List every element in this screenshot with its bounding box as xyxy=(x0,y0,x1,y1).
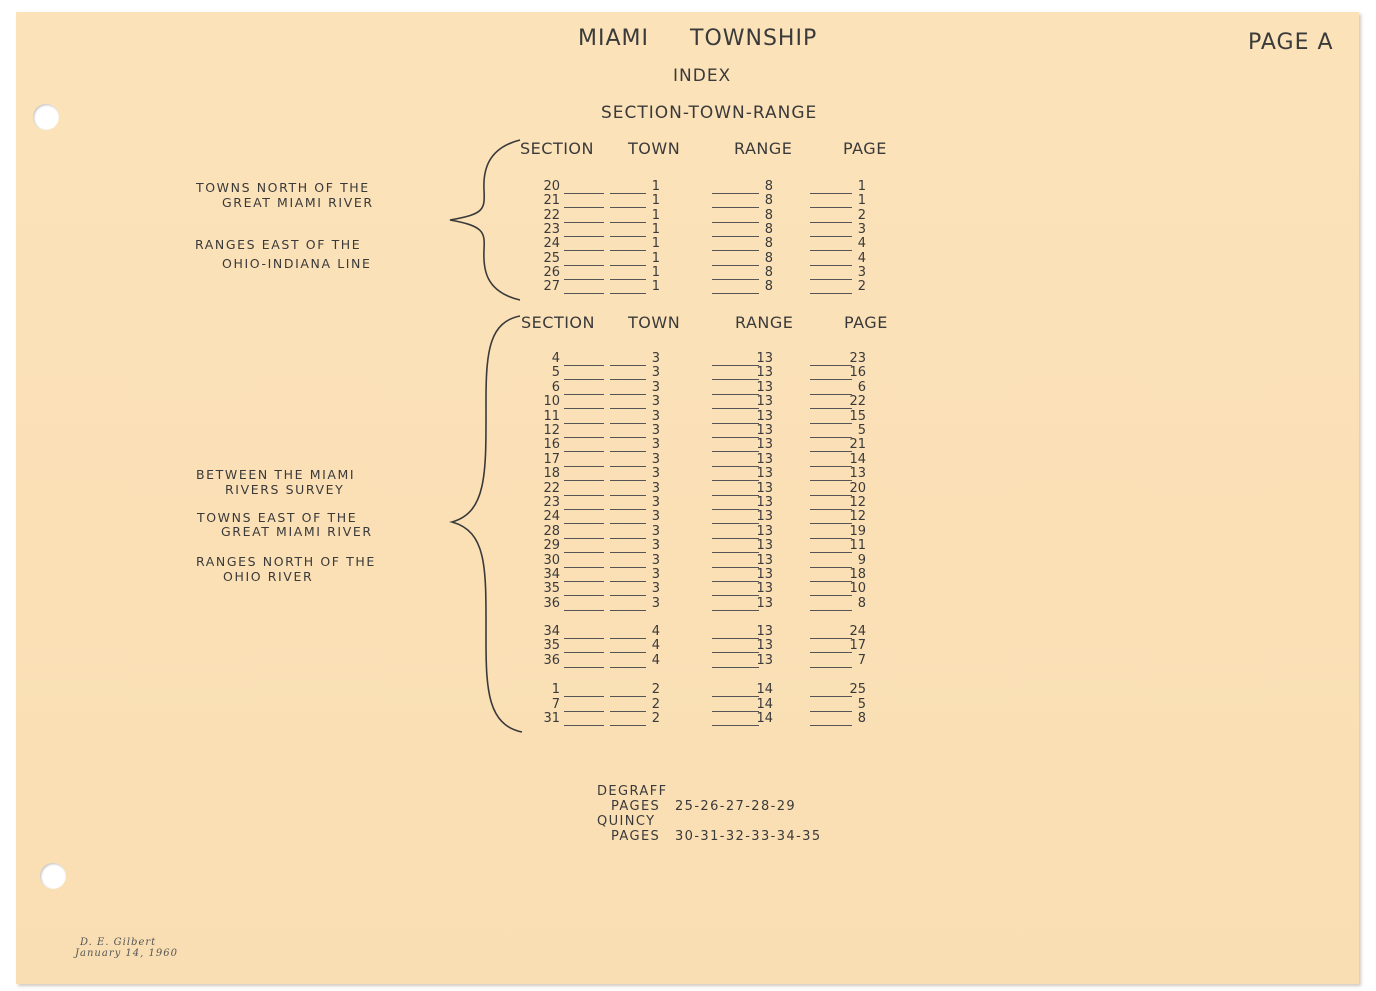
cell-section: 16 xyxy=(543,437,560,453)
cell-town: 3 xyxy=(651,581,660,597)
leader-line xyxy=(564,280,604,294)
leader-line xyxy=(564,568,604,582)
table-row xyxy=(0,424,1376,438)
cell-page: 17 xyxy=(849,638,866,654)
cell-range: 8 xyxy=(764,221,773,237)
leader-line xyxy=(564,237,604,251)
cell-page: 5 xyxy=(857,696,866,712)
signature-name: D. E. Gilbert xyxy=(80,937,157,948)
cell-town: 3 xyxy=(651,552,660,568)
leader-line xyxy=(564,467,604,481)
cell-section: 34 xyxy=(543,624,560,639)
cell-town: 3 xyxy=(651,466,660,482)
leader-line xyxy=(564,410,604,424)
table-row xyxy=(0,639,1376,653)
cell-town: 3 xyxy=(651,495,660,510)
table-row xyxy=(0,568,1376,582)
cell-town: 3 xyxy=(651,379,660,395)
table-row xyxy=(0,525,1376,539)
leader-line xyxy=(564,223,604,237)
cell-range: 8 xyxy=(764,264,773,280)
cell-section: 10 xyxy=(543,394,560,410)
footer-quincy-pages-label: PAGES xyxy=(611,829,661,844)
leader-line xyxy=(564,539,604,553)
table-row xyxy=(0,539,1376,553)
cell-range: 13 xyxy=(756,394,773,410)
leader-line xyxy=(564,366,604,380)
cell-range: 13 xyxy=(756,567,773,582)
cell-town: 3 xyxy=(651,538,660,554)
cell-range: 8 xyxy=(764,193,773,209)
cell-section: 27 xyxy=(543,279,560,295)
leader-line xyxy=(564,525,604,539)
cell-page: 11 xyxy=(849,538,866,554)
footer-quincy-pages: 30-31-32-33-34-35 xyxy=(675,829,822,844)
note-line: BETWEEN THE MIAMI xyxy=(196,467,356,482)
cell-section: 22 xyxy=(543,207,560,223)
table-row xyxy=(0,625,1376,639)
cell-town: 3 xyxy=(651,567,660,582)
cell-page: 12 xyxy=(849,495,866,510)
leader-line xyxy=(564,683,604,697)
cell-town: 1 xyxy=(651,279,660,295)
cell-range: 13 xyxy=(756,379,773,395)
title-right: TOWNSHIP xyxy=(690,26,818,51)
note-line: TOWNS EAST OF THE xyxy=(197,510,358,525)
table-row xyxy=(0,366,1376,380)
cell-page: 22 xyxy=(849,394,866,410)
cell-section: 23 xyxy=(543,495,560,510)
cell-section: 34 xyxy=(543,567,560,582)
cell-page: 8 xyxy=(857,711,866,726)
cell-page: 20 xyxy=(849,480,866,496)
cell-town: 1 xyxy=(651,179,660,194)
cell-page: 4 xyxy=(857,236,866,252)
cell-range: 8 xyxy=(764,179,773,194)
cell-town: 4 xyxy=(651,638,660,654)
cell-section: 23 xyxy=(543,221,560,237)
cell-town: 2 xyxy=(651,682,660,697)
leader-line xyxy=(564,482,604,496)
cell-page: 14 xyxy=(849,451,866,467)
cell-page: 21 xyxy=(849,437,866,453)
cell-section: 28 xyxy=(543,523,560,539)
cell-section: 26 xyxy=(543,264,560,280)
table-row xyxy=(0,654,1376,668)
cell-section: 29 xyxy=(543,538,560,554)
cell-page: 19 xyxy=(849,523,866,539)
cell-range: 8 xyxy=(764,236,773,252)
cell-page: 12 xyxy=(849,509,866,525)
cell-town: 3 xyxy=(651,408,660,424)
cell-town: 3 xyxy=(651,451,660,467)
table-row xyxy=(0,597,1376,611)
leader-line xyxy=(564,554,604,568)
leader-line xyxy=(564,639,604,653)
table-row xyxy=(0,510,1376,524)
cell-page: 1 xyxy=(857,193,866,209)
binder-hole-bottom xyxy=(40,863,66,889)
cell-range: 13 xyxy=(756,365,773,381)
table-row xyxy=(0,554,1376,568)
table-row xyxy=(0,698,1376,712)
cell-town: 3 xyxy=(651,437,660,453)
table-row xyxy=(0,194,1376,208)
cell-page: 6 xyxy=(857,379,866,395)
cell-page: 3 xyxy=(857,221,866,237)
table-row xyxy=(0,266,1376,280)
cell-town: 4 xyxy=(651,652,660,668)
cell-range: 13 xyxy=(756,552,773,568)
cell-section: 4 xyxy=(551,351,560,366)
table-row xyxy=(0,209,1376,223)
col-header-section: SECTION xyxy=(520,139,594,158)
cell-section: 31 xyxy=(543,711,560,726)
table-row xyxy=(0,496,1376,510)
cell-section: 20 xyxy=(543,179,560,194)
cell-town: 2 xyxy=(651,696,660,712)
col-header-town: TOWN xyxy=(628,139,681,158)
cell-range: 13 xyxy=(756,480,773,496)
cell-town: 3 xyxy=(651,423,660,438)
cell-town: 1 xyxy=(651,221,660,237)
cell-section: 12 xyxy=(543,423,560,438)
table-row xyxy=(0,381,1376,395)
index-heading: INDEX xyxy=(673,66,732,86)
cell-town: 1 xyxy=(651,236,660,252)
cell-range: 13 xyxy=(756,581,773,597)
cell-page: 2 xyxy=(857,207,866,223)
leader-line xyxy=(564,395,604,409)
table-row xyxy=(0,252,1376,266)
cell-range: 8 xyxy=(764,250,773,266)
leader-line xyxy=(564,510,604,524)
cell-range: 13 xyxy=(756,466,773,482)
table-row xyxy=(0,395,1376,409)
leader-line xyxy=(564,654,604,668)
cell-town: 3 xyxy=(651,480,660,496)
cell-range: 14 xyxy=(756,682,773,697)
note-line: OHIO-INDIANA LINE xyxy=(222,256,372,271)
footer-quincy: QUINCY xyxy=(597,814,656,829)
cell-range: 14 xyxy=(756,711,773,726)
footer-degraff-pages: 25-26-27-28-29 xyxy=(675,799,797,814)
cell-page: 5 xyxy=(857,423,866,438)
cell-page: 25 xyxy=(849,682,866,697)
table-row xyxy=(0,280,1376,294)
leader-line xyxy=(564,180,604,194)
cell-range: 13 xyxy=(756,538,773,554)
col-header-section: SECTION xyxy=(521,313,595,332)
leader-line xyxy=(564,252,604,266)
cell-range: 13 xyxy=(756,495,773,510)
cell-range: 13 xyxy=(756,451,773,467)
table-row xyxy=(0,180,1376,194)
cell-range: 8 xyxy=(764,207,773,223)
col-header-range: RANGE xyxy=(734,139,793,158)
note-line: RIVERS SURVEY xyxy=(225,482,345,497)
cell-town: 3 xyxy=(651,595,660,611)
table-row xyxy=(0,410,1376,424)
table-row xyxy=(0,223,1376,237)
leader-line xyxy=(564,352,604,366)
cell-range: 13 xyxy=(756,408,773,424)
cell-section: 24 xyxy=(543,509,560,525)
cell-town: 1 xyxy=(651,207,660,223)
cell-page: 2 xyxy=(857,279,866,295)
leader-line xyxy=(564,266,604,280)
note-line: OHIO RIVER xyxy=(223,569,314,584)
cell-page: 23 xyxy=(849,351,866,366)
cell-page: 13 xyxy=(849,466,866,482)
cell-section: 24 xyxy=(543,236,560,252)
leader-line xyxy=(564,194,604,208)
cell-section: 22 xyxy=(543,480,560,496)
leader-line xyxy=(564,496,604,510)
cell-town: 1 xyxy=(651,193,660,209)
leader-line xyxy=(564,424,604,438)
cell-page: 1 xyxy=(857,179,866,194)
cell-section: 35 xyxy=(543,638,560,654)
cell-range: 8 xyxy=(764,279,773,295)
cell-page: 18 xyxy=(849,567,866,582)
cell-page: 24 xyxy=(849,624,866,639)
cell-range: 13 xyxy=(756,351,773,366)
note-line: GREAT MIAMI RIVER xyxy=(221,524,373,539)
title-left: MIAMI xyxy=(578,26,649,51)
cell-range: 13 xyxy=(756,652,773,668)
cell-range: 13 xyxy=(756,523,773,539)
cell-section: 35 xyxy=(543,581,560,597)
cell-page: 9 xyxy=(857,552,866,568)
leader-line xyxy=(564,453,604,467)
leader-line xyxy=(564,381,604,395)
footer-degraff-pages-label: PAGES xyxy=(611,799,661,814)
col-header-range: RANGE xyxy=(735,313,794,332)
leader-line xyxy=(564,209,604,223)
cell-section: 1 xyxy=(551,682,560,697)
signature-date: January 14, 1960 xyxy=(75,948,178,959)
note-line: RANGES NORTH OF THE xyxy=(196,554,376,569)
cell-range: 14 xyxy=(756,696,773,712)
cell-page: 7 xyxy=(857,652,866,668)
table-row xyxy=(0,453,1376,467)
leader-line xyxy=(564,698,604,712)
table-row xyxy=(0,712,1376,726)
col-header-page: PAGE xyxy=(843,139,887,158)
table-row xyxy=(0,438,1376,452)
cell-page: 3 xyxy=(857,264,866,280)
cell-page: 16 xyxy=(849,365,866,381)
cell-section: 11 xyxy=(543,408,560,424)
table-row xyxy=(0,683,1376,697)
cell-range: 13 xyxy=(756,509,773,525)
table-row xyxy=(0,467,1376,481)
cell-town: 3 xyxy=(651,523,660,539)
note-line: GREAT MIAMI RIVER xyxy=(222,195,374,210)
cell-range: 13 xyxy=(756,624,773,639)
table-row xyxy=(0,237,1376,251)
page-label: PAGE A xyxy=(1248,30,1334,55)
table-row xyxy=(0,482,1376,496)
leader-line xyxy=(564,582,604,596)
leader-line xyxy=(564,712,604,726)
cell-town: 1 xyxy=(651,250,660,266)
cell-section: 17 xyxy=(543,451,560,467)
cell-town: 4 xyxy=(651,624,660,639)
cell-section: 7 xyxy=(551,696,560,712)
leader-line xyxy=(564,625,604,639)
cell-page: 8 xyxy=(857,595,866,611)
cell-section: 18 xyxy=(543,466,560,482)
binder-hole-top xyxy=(33,104,59,130)
cell-section: 6 xyxy=(551,379,560,395)
cell-town: 2 xyxy=(651,711,660,726)
table-row xyxy=(0,582,1376,596)
section-town-range-heading: SECTION-TOWN-RANGE xyxy=(601,103,818,123)
cell-page: 10 xyxy=(849,581,866,597)
cell-range: 13 xyxy=(756,437,773,453)
cell-section: 25 xyxy=(543,250,560,266)
cell-section: 36 xyxy=(543,652,560,668)
cell-town: 3 xyxy=(651,351,660,366)
table-row xyxy=(0,352,1376,366)
cell-section: 30 xyxy=(543,552,560,568)
cell-section: 21 xyxy=(543,193,560,209)
cell-town: 3 xyxy=(651,509,660,525)
leader-line xyxy=(564,438,604,452)
cell-town: 3 xyxy=(651,394,660,410)
footer-degraff: DEGRAFF xyxy=(597,784,668,799)
cell-range: 13 xyxy=(756,595,773,611)
cell-page: 4 xyxy=(857,250,866,266)
cell-town: 1 xyxy=(651,264,660,280)
cell-range: 13 xyxy=(756,423,773,438)
cell-section: 5 xyxy=(551,365,560,381)
leader-line xyxy=(564,597,604,611)
note-line: TOWNS NORTH OF THE xyxy=(196,180,370,195)
note-line: RANGES EAST OF THE xyxy=(195,237,362,252)
cell-page: 15 xyxy=(849,408,866,424)
col-header-town: TOWN xyxy=(628,313,681,332)
cell-town: 3 xyxy=(651,365,660,381)
col-header-page: PAGE xyxy=(844,313,888,332)
cell-range: 13 xyxy=(756,638,773,654)
cell-section: 36 xyxy=(543,595,560,611)
